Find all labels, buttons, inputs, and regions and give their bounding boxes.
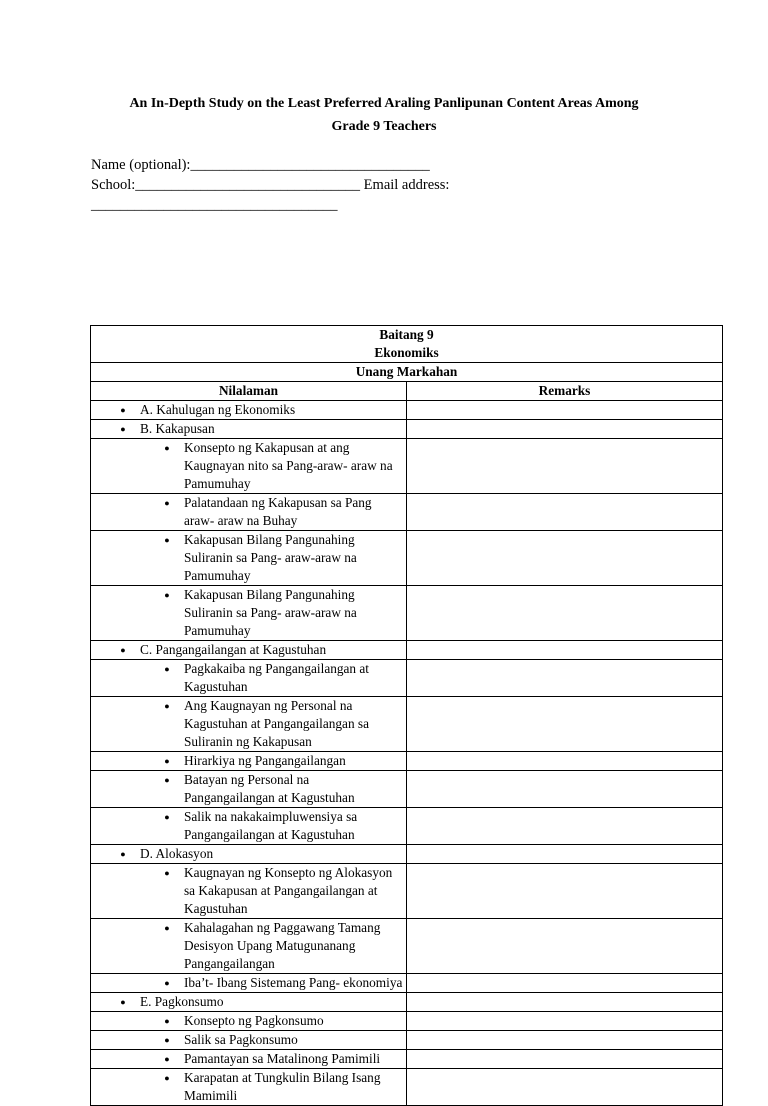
bullet-icon: ● xyxy=(120,405,126,415)
remarks-cell[interactable] xyxy=(407,993,723,1012)
content-areas-table xyxy=(90,325,723,1106)
subtopic-item xyxy=(94,1012,403,1030)
item-text: Pamantayan sa Matalinong Pamimili xyxy=(184,1051,381,1066)
content-cell xyxy=(91,401,407,420)
item-text: Kakapusan Bilang Pangunahing Suliranin sa Pang- araw-araw na Pamumuhay xyxy=(184,587,357,638)
content-cell xyxy=(91,808,407,845)
topic-item xyxy=(94,993,403,1011)
subtopic-item xyxy=(94,531,403,585)
content-cell xyxy=(91,752,407,771)
item-text: Batayan ng Personal na Pangangailangan at Kagustuhan xyxy=(184,772,355,805)
subtopic-item xyxy=(94,974,403,992)
table-row xyxy=(91,531,723,586)
remarks-cell[interactable] xyxy=(407,439,723,494)
bullet-icon: ● xyxy=(164,1054,170,1064)
bullet-icon: ● xyxy=(164,1016,170,1026)
bullet-icon: ● xyxy=(164,535,170,545)
topic-item xyxy=(94,420,403,438)
content-cell xyxy=(91,1031,407,1050)
bullet-icon: ● xyxy=(120,645,126,655)
item-text: Kakapusan Bilang Pangunahing Suliranin sa Pang- araw-araw na Pamumuhay xyxy=(184,532,357,583)
table-row xyxy=(91,586,723,641)
remarks-cell[interactable] xyxy=(407,641,723,660)
subtopic-item xyxy=(94,1069,403,1105)
item-text: Kaugnayan ng Konsepto ng Alokasyon sa Kakapusan at Pangangailangan at Kagustuhan xyxy=(184,865,393,916)
content-cell xyxy=(91,660,407,697)
item-text: Hirarkiya ng Pangangailangan xyxy=(184,753,346,768)
remarks-cell[interactable] xyxy=(407,494,723,531)
remarks-cell[interactable] xyxy=(407,531,723,586)
table-row xyxy=(91,1069,723,1106)
bullet-icon: ● xyxy=(164,868,170,878)
subtopic-item xyxy=(94,919,403,973)
bullet-icon: ● xyxy=(164,775,170,785)
content-cell xyxy=(91,845,407,864)
subtopic-item xyxy=(94,586,403,640)
item-text: Konsepto ng Pagkonsumo xyxy=(184,1013,324,1028)
content-cell xyxy=(91,771,407,808)
item-text: Konsepto ng Kakapusan at ang Kaugnayan nito sa Pang-araw- araw na Pamumuhay xyxy=(184,440,393,491)
content-cell xyxy=(91,919,407,974)
quarter-label: Unang Markahan xyxy=(91,363,723,382)
content-cell xyxy=(91,1012,407,1031)
bullet-icon: ● xyxy=(164,498,170,508)
item-text: C. Pangangailangan at Kagustuhan xyxy=(140,642,327,657)
content-cell xyxy=(91,494,407,531)
table-row xyxy=(91,771,723,808)
bullet-icon: ● xyxy=(120,424,126,434)
bullet-icon: ● xyxy=(164,978,170,988)
document-title xyxy=(90,92,678,138)
subtopic-item xyxy=(94,752,403,770)
table-row xyxy=(91,660,723,697)
content-cell xyxy=(91,1069,407,1106)
bullet-icon: ● xyxy=(120,997,126,1007)
remarks-cell[interactable] xyxy=(407,808,723,845)
bullet-icon: ● xyxy=(164,923,170,933)
table-row xyxy=(91,1031,723,1050)
subtopic-item xyxy=(94,697,403,751)
bullet-icon: ● xyxy=(164,1035,170,1045)
table-row xyxy=(91,1050,723,1069)
column-header-remarks: Remarks xyxy=(407,382,723,401)
remarks-cell[interactable] xyxy=(407,752,723,771)
name-field[interactable]: Name (optional):_________________________________ xyxy=(91,157,430,173)
table-header xyxy=(91,326,723,363)
content-cell xyxy=(91,420,407,439)
title-line-1: An In-Depth Study on the Least Preferred Araling Panlipunan Content Areas Among xyxy=(129,96,639,111)
item-text: A. Kahulugan ng Ekonomiks xyxy=(140,402,296,417)
item-text: E. Pagkonsumo xyxy=(140,994,224,1009)
subtopic-item xyxy=(94,771,403,807)
remarks-cell[interactable] xyxy=(407,919,723,974)
subtopic-item xyxy=(94,439,403,493)
bullet-icon: ● xyxy=(164,756,170,766)
item-text: Karapatan at Tungkulin Bilang Isang Mamimili xyxy=(184,1070,381,1103)
quarter-row xyxy=(91,363,723,382)
bullet-icon: ● xyxy=(164,590,170,600)
bullet-icon: ● xyxy=(164,443,170,453)
respondent-fields xyxy=(91,155,449,215)
bullet-icon: ● xyxy=(164,664,170,674)
column-header-row xyxy=(91,382,723,401)
email-field-line[interactable]: __________________________________ xyxy=(91,197,338,213)
content-cell xyxy=(91,864,407,919)
subtopic-item xyxy=(94,494,403,530)
school-email-field[interactable]: School:_______________________________ Email address: xyxy=(91,177,450,193)
table-row xyxy=(91,974,723,993)
item-text: Palatandaan ng Kakapusan sa Pang araw- araw na Buhay xyxy=(184,495,372,528)
remarks-cell[interactable] xyxy=(407,771,723,808)
remarks-cell[interactable] xyxy=(407,845,723,864)
table-header-row xyxy=(91,326,723,363)
subtopic-item xyxy=(94,808,403,844)
table-row xyxy=(91,420,723,439)
remarks-cell[interactable] xyxy=(407,1050,723,1069)
table-row xyxy=(91,1012,723,1031)
table-row xyxy=(91,752,723,771)
remarks-cell[interactable] xyxy=(407,974,723,993)
content-cell xyxy=(91,641,407,660)
remarks-cell[interactable] xyxy=(407,1012,723,1031)
bullet-icon: ● xyxy=(120,849,126,859)
remarks-cell[interactable] xyxy=(407,697,723,752)
topic-item xyxy=(94,845,403,863)
subtopic-item xyxy=(94,1031,403,1049)
item-text: Salik na nakakaimpluwensiya sa Pangangailangan at Kagustuhan xyxy=(184,809,358,842)
remarks-cell[interactable] xyxy=(407,586,723,641)
content-cell xyxy=(91,697,407,752)
item-text: D. Alokasyon xyxy=(140,846,214,861)
remarks-cell[interactable] xyxy=(407,1069,723,1106)
item-text: Iba’t- Ibang Sistemang Pang- ekonomiya xyxy=(184,975,403,990)
subtopic-item xyxy=(94,660,403,696)
table-row xyxy=(91,864,723,919)
bullet-icon: ● xyxy=(164,812,170,822)
grade-level: Baitang 9 xyxy=(379,327,434,342)
item-text: Salik sa Pagkonsumo xyxy=(184,1032,298,1047)
remarks-cell[interactable] xyxy=(407,401,723,420)
item-text: B. Kakapusan xyxy=(140,421,215,436)
table-row xyxy=(91,641,723,660)
title-line-2: Grade 9 Teachers xyxy=(331,119,437,134)
subtopic-item xyxy=(94,1050,403,1068)
content-cell xyxy=(91,993,407,1012)
item-text: Kahalagahan ng Paggawang Tamang Desisyon Upang Matugunanang Pangangailangan xyxy=(184,920,381,971)
bullet-icon: ● xyxy=(164,1073,170,1083)
topic-item xyxy=(94,401,403,419)
table-row xyxy=(91,845,723,864)
content-cell xyxy=(91,586,407,641)
content-cell xyxy=(91,974,407,993)
remarks-cell[interactable] xyxy=(407,1031,723,1050)
topic-item xyxy=(94,641,403,659)
table-row xyxy=(91,808,723,845)
remarks-cell[interactable] xyxy=(407,420,723,439)
table-row xyxy=(91,919,723,974)
subtopic-item xyxy=(94,864,403,918)
subject-name: Ekonomiks xyxy=(374,345,439,360)
table-row xyxy=(91,401,723,420)
content-cell xyxy=(91,439,407,494)
table-row xyxy=(91,494,723,531)
table-row xyxy=(91,439,723,494)
table-row xyxy=(91,993,723,1012)
bullet-icon: ● xyxy=(164,701,170,711)
content-cell xyxy=(91,1050,407,1069)
remarks-cell[interactable] xyxy=(407,660,723,697)
item-text: Ang Kaugnayan ng Personal na Kagustuhan at Pangangailangan sa Suliranin ng Kakapusan xyxy=(184,698,369,749)
remarks-cell[interactable] xyxy=(407,864,723,919)
content-cell xyxy=(91,531,407,586)
item-text: Pagkakaiba ng Pangangailangan at Kagustuhan xyxy=(184,661,369,694)
column-header-content: Nilalaman xyxy=(91,382,407,401)
table-row xyxy=(91,697,723,752)
